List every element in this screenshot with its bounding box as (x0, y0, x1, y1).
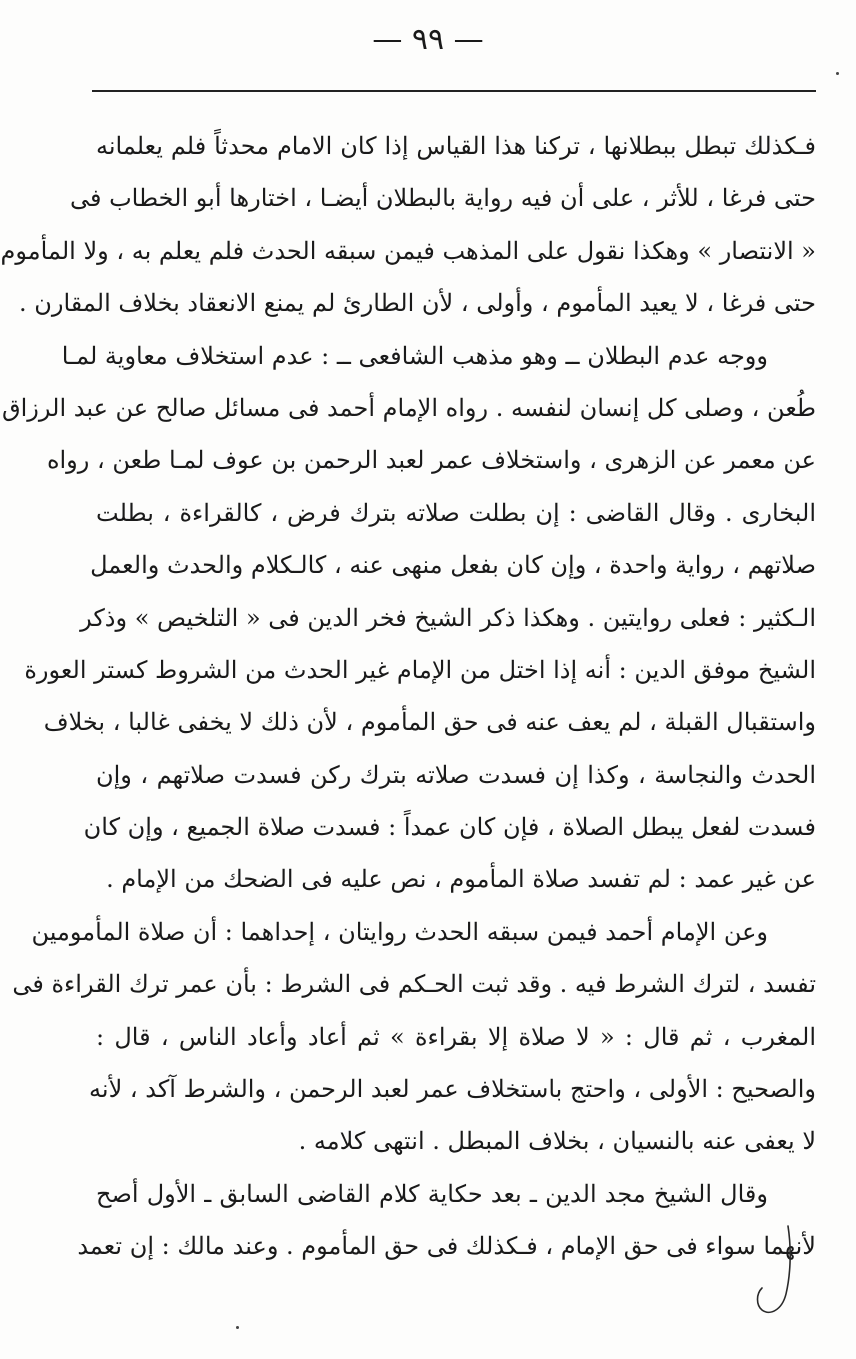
text-line: الحدث والنجاسة ، وكذا إن فسدت صلاته بترك ركن فسدت صلاتهم ، وإن (96, 760, 816, 789)
text-body (0, 120, 816, 1273)
text-line: المغرب ، ثم قال : « لا صلاة إلا بقراءة » ثم أعاد وأعاد الناس ، قال : (96, 1022, 816, 1051)
header-rule (92, 90, 816, 92)
text-line: حتى فرغا ، لا يعيد المأموم ، وأولى ، لأن الطارئ لم يمنع الانعقاد بخلاف المقارن . (19, 289, 816, 318)
text-line: طُعن ، وصلى كل إنسان لنفسه . رواه الإمام أحمد فى مسائل صالح عن عبد الرزاق (2, 393, 816, 422)
text-line: ووجه عدم البطلان ــ وهو مذهب الشافعى ــ : عدم استخلاف معاوية لمـا (61, 341, 768, 370)
text-line: صلاتهم ، رواية واحدة ، وإن كان بفعل منهى عنه ، كالـكلام والحدث والعمل (90, 551, 816, 580)
text-line: البخارى . وقال القاضى : إن بطلت صلاته بترك فرض ، كالقراءة ، بطلت (96, 498, 816, 527)
text-line: الشيخ موفق الدين : أنه إذا اختل من الإمام غير الحدث من الشروط كستر العورة (24, 655, 816, 684)
text-line: والصحيح : الأولى ، واحتج باستخلاف عمر لعبد الرحمن ، والشرط آكد ، لأنه (89, 1075, 816, 1104)
text-line: لأنهما سواء فى حق الإمام ، فـكذلك فى حق المأموم . وعند مالك : إن تعمد (77, 1232, 816, 1261)
text-line: عن معمر عن الزهرى ، واستخلاف عمر لعبد الرحمن بن عوف لمـا طعن ، رواه (46, 446, 816, 475)
scan-speck (236, 1326, 239, 1329)
text-line: حتى فرغا ، للأثر ، على أن فيه رواية بالبطلان أيضـا ، اختارها أبو الخطاب فى (69, 184, 816, 213)
text-line: الـكثير : فعلى روايتين . وهكذا ذكر الشيخ فخر الدين فى « التلخيص » وذكر (80, 603, 816, 632)
text-line: تفسد ، لترك الشرط فيه . وقد ثبت الحـكم فى الشرط : بأن عمر ترك القراءة فى (12, 970, 816, 999)
text-line: وعن الإمام أحمد فيمن سبقه الحدث روايتان ، إحداهما : أن صلاة المأمومين (31, 917, 768, 946)
page-number-header: — ٩٩ — (372, 22, 484, 57)
text-line: فسدت لفعل يبطل الصلاة ، فإن كان عمداً : فسدت صلاة الجميع ، وإن كان (83, 813, 816, 842)
text-line: وقال الشيخ مجد الدين ـ بعد حكاية كلام القاضى السابق ـ الأول أصح (96, 1179, 768, 1208)
text-line: لا يعفى عنه بالنسيان ، بخلاف المبطل . انتهى كلامه . (298, 1127, 816, 1156)
text-line: فـكذلك تبطل ببطلانها ، تركنا هذا القياس إذا كان الامام محدثاً فلم يعلمانه (96, 132, 816, 160)
scan-speck (836, 72, 839, 75)
margin-pen-mark (752, 1222, 798, 1322)
text-line: عن غير عمد : لم تفسد صلاة المأموم ، نص عليه فى الضحك من الإمام . (106, 865, 816, 894)
text-line: واستقبال القبلة ، لم يعف عنه فى حق المأموم ، لأن ذلك لا يخفى غالبا ، بخلاف (43, 708, 816, 737)
text-line: « الانتصار » وهكذا نقول على المذهب فيمن سبقه الحدث فلم يعلم به ، ولا المأموم (0, 236, 816, 265)
